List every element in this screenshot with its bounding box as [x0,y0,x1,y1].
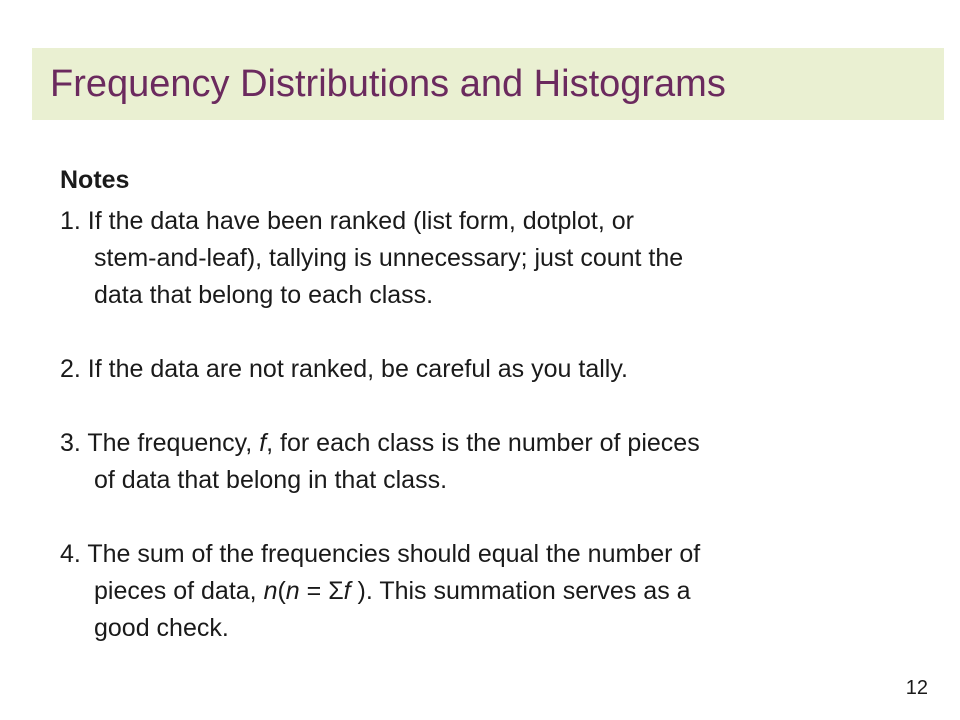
slide-number: 12 [905,677,928,699]
note-3 [60,425,900,499]
note-3-prefix: 3. The frequency, [60,429,260,457]
note-1-line-2: stem-and-leaf), tallying is unnecessary; just count the [94,244,684,272]
frequency-variable: f [259,429,267,457]
note-4-line-3: good check. [94,614,229,642]
note-4 [60,536,900,647]
title-band [32,48,944,120]
sigma-symbol: = Σ [299,577,344,605]
f-variable: f [343,577,351,605]
note-3-line-2: of data that belong in that class. [94,466,448,494]
note-4-line-2 [60,573,900,610]
note-1-line-1: 1. If the data have been ranked (list form, dotplot, or [60,207,634,235]
note-4-prefix: pieces of data, [94,577,264,605]
note-1-line-3: data that belong to each class. [94,281,434,309]
note-2-line-1: 2. If the data are not ranked, be careful as you tally. [60,355,628,383]
notes-heading: Notes [60,166,130,194]
note-4-suffix: ). This summation serves as a [350,577,691,605]
note-3-suffix: , for each class is the number of pieces [266,429,700,457]
note-1 [60,203,900,314]
note-4-line-1: 4. The sum of the frequencies should equal the number of [60,540,701,568]
slide-title: Frequency Distributions and Histograms [50,63,726,105]
notes-content [60,162,900,647]
n-variable-2: n [285,577,300,605]
note-2 [60,351,900,388]
note-3-line-1 [60,425,900,462]
note-4-open-paren: ( [277,577,286,605]
n-variable: n [263,577,278,605]
